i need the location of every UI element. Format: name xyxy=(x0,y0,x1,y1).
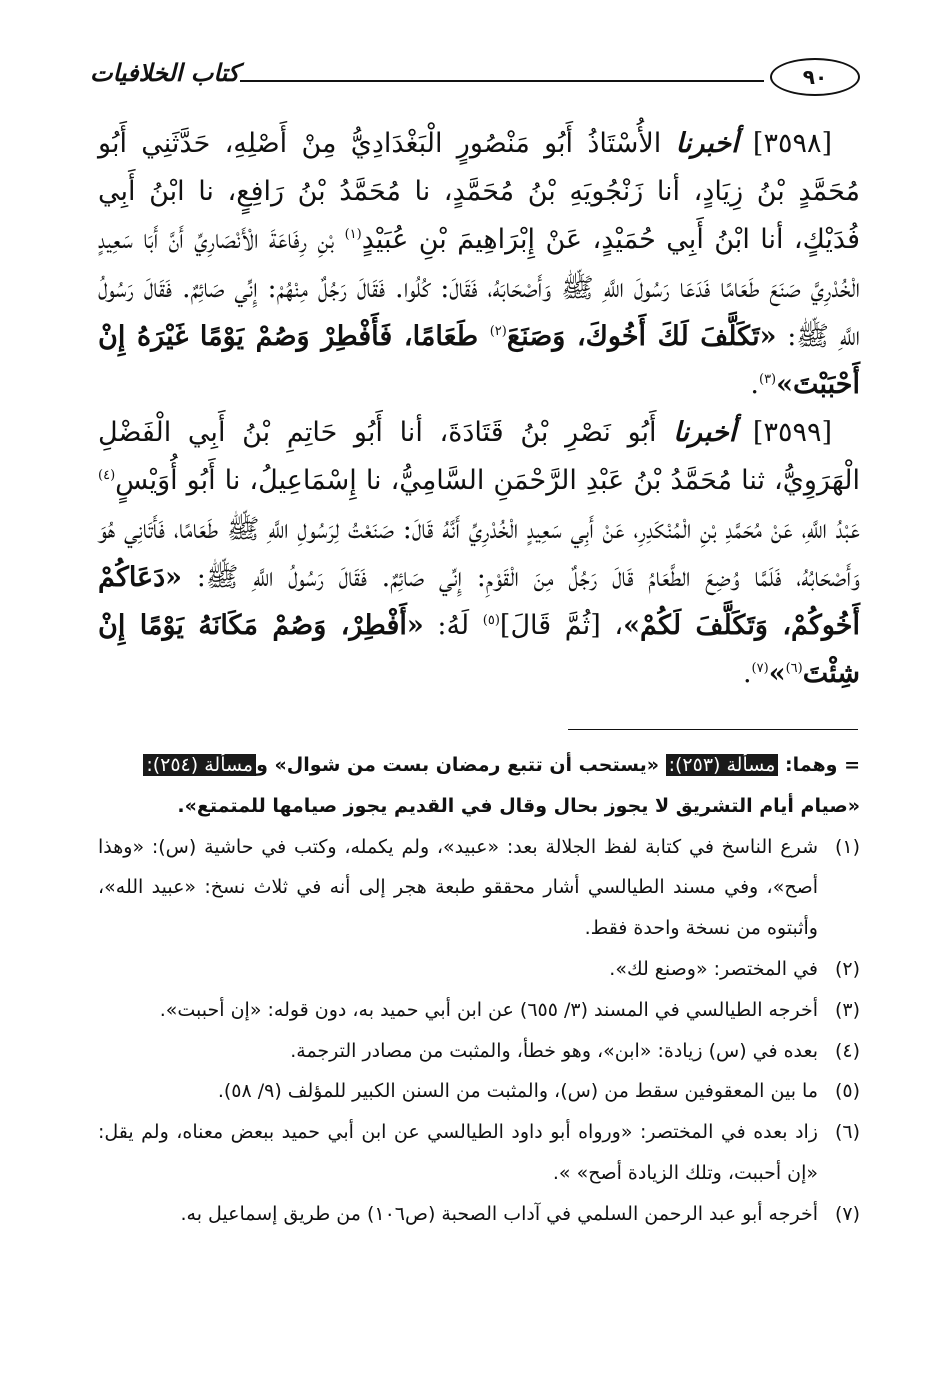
bracketed-text: ، [ثُمَّ قَالَ] xyxy=(499,610,624,642)
footnote-ref: (٦) xyxy=(785,661,803,677)
footnote-6 xyxy=(98,1112,860,1194)
footnote-ref: (١) xyxy=(344,227,362,243)
main-text xyxy=(98,120,860,698)
masala-title: «يستحب أن تتبع رمضان بست من شوال» xyxy=(267,754,666,776)
footnotes xyxy=(98,745,860,1235)
footnote-ref: (٤) xyxy=(98,468,116,484)
period: . xyxy=(742,658,752,690)
hadith-number: [٣٥٩٩] xyxy=(752,417,832,449)
hadith-paragraph-3598 xyxy=(98,120,860,409)
footnote-ref: (٥) xyxy=(482,613,500,629)
footnote-text: زاد بعده في المختصر: «ورواه أبو داود الطيالسي عن ابن أبي حميد ببعض معناه، ولم يقل: «إن أحببت، وتلك الزيادة أصح» ». xyxy=(98,1121,818,1184)
period: . xyxy=(750,369,759,401)
continuation-prefix: = وهما: xyxy=(778,754,860,776)
footnote-number: (١) xyxy=(834,835,860,858)
footnote-text: شرع الناسخ في كتابة لفظ الجلالة بعد: «عبيد»، ولم يكمله، وكتب في حاشية (س): «وهذا أصح»، وفي مسند الطيالسي أشار محققو طبعة هجر إلى أنه في ثلاث نسخ: «عبيد الله»، وأثبتوه من نسخة واحدة فقط. xyxy=(98,835,818,940)
footnote-number: (٥) xyxy=(834,1080,860,1103)
header-rule xyxy=(240,80,764,82)
prophetic-quote: «أَفْطِرْ، وَصُمْ مَكَانَهُ يَوْمًا إِنْ شِئْتَ xyxy=(98,610,860,690)
quote-close: » xyxy=(768,658,786,690)
prophetic-quote: طَعَامًا، فَأَفْطِرْ وَصُمْ يَوْمًا غَيْرَهُ إِنْ أَحْبَبْتَ» xyxy=(98,320,860,401)
hadith-number: [٣٥٩٨] xyxy=(752,128,832,159)
book-title: كتاب الخلافيات xyxy=(90,58,240,87)
footnote-1 xyxy=(98,827,860,949)
highlight-masala-253: مسألة (٢٥٣): xyxy=(666,754,779,776)
highlight-masala-254: مسألة (٢٥٤): xyxy=(143,754,256,776)
page-number: ٩٠ xyxy=(770,58,860,96)
isnad-text: أَبُو نَصْرِ بْنُ قَتَادَةَ، أنا أَبُو حَاتِمِ بْنُ أَبِي الْفَضْلِ الْهَرَوِيُّ، ثنا مُحَمَّدُ بْنُ عَبْدِ الرَّحْمَنِ السَّامِيُّ، نا إِسْمَاعِيلُ، نا أَبُو أُوَيْسٍ xyxy=(98,417,860,497)
lead-word: أخبرنا xyxy=(675,128,739,159)
footnote-separator xyxy=(568,729,858,730)
footnote-continuation xyxy=(98,745,860,827)
masala-title: «صيام أيام التشريق لا يجوز بحال وقال في القديم يجوز صيامها للمتمتع». xyxy=(177,794,860,817)
matn-text: لَهُ: xyxy=(423,610,483,642)
footnote-ref: (٢) xyxy=(489,323,507,339)
page-header xyxy=(90,52,860,112)
footnote-7 xyxy=(98,1194,860,1235)
footnote-3 xyxy=(98,990,860,1031)
matn-text: بْنِ رِفَاعَةَ الْأَنْصَارِيِّ أَنَّ أَبَا سَعِيدٍ الْخُدْرِيَّ صَنَعَ طَعَامًا فَدَعَا رَسُولَ اللَّهِ ﷺ وَأَصْحَابَهُ، فَقَالَ: كُلُوا. فَقَالَ رَجُلٌ مِنْهُمْ: إِنِّي صَائِمٌ. فَقَالَ رَسُولُ اللَّهِ ﷺ: xyxy=(98,224,860,352)
footnote-number: (٣) xyxy=(834,998,860,1021)
footnote-text: أخرجه أبو عبد الرحمن السلمي في آداب الصحبة (ص١٠٦) من طريق إسماعيل به. xyxy=(180,1202,818,1225)
conjunction: و xyxy=(256,754,268,776)
footnote-text: أخرجه الطيالسي في المسند (٣/ ٦٥٥) عن ابن أبي حميد به، دون قوله: «إن أحببت». xyxy=(159,998,818,1021)
footnote-ref: (٣) xyxy=(758,372,777,388)
footnote-ref: (٧) xyxy=(751,661,769,677)
footnote-5 xyxy=(98,1071,860,1112)
footnote-2 xyxy=(98,949,860,990)
footnote-number: (٤) xyxy=(834,1039,860,1062)
footnote-text: بعده في (س) زيادة: «ابن»، وهو خطأ، والمثبت من مصادر الترجمة. xyxy=(290,1039,818,1062)
footnote-number: (٧) xyxy=(834,1202,860,1225)
hadith-paragraph-3599 xyxy=(98,409,860,698)
isnad-text: الأُسْتَاذُ أَبُو مَنْصُورٍ الْبَغْدَادِيُّ مِنْ أَصْلِهِ، حَدَّثَنِي أَبُو مُحَمَّدٍ بْنُ زِيَادٍ، أنا زَنْجُويَهِ بْنُ مُحَمَّدٍ، نا مُحَمَّدُ بْنُ رَافِعٍ، نا ابْنُ أَبِي فُدَيْكٍ، أنا ابْنُ أَبِي حُمَيْدٍ، عَنْ إِبْرَاهِيمَ بْنِ عُبَيْدٍ xyxy=(98,128,860,256)
lead-word: أخبرنا xyxy=(673,417,737,449)
prophetic-quote: «تَكَلَّفَ لَكَ أَخُوكَ، وَصَنَعَ xyxy=(506,320,777,352)
footnote-text: في المختصر: «وصنع لك». xyxy=(609,957,818,980)
footnote-number: (٦) xyxy=(834,1121,860,1144)
prophetic-quote: «دَعَاكُمْ أَخُوكُمْ، وَتَكَلَّفَ لَكُمْ» xyxy=(98,561,860,642)
matn-text: عَبْدُ اللَّهِ، عَنْ مُحَمَّدِ بْنِ الْمُنْكَدِرِ، عَنْ أَبِي سَعِيدٍ الْخُدْرِيِّ أَنَّهُ قَالَ: صَنَعْتُ لِرَسُولِ اللَّهِ ﷺ طَعَامًا، فَأَتَانِي هُوَ وَأَصْحَابُهُ، فَلَمَّا وُضِعَ الطَّعَامُ قَالَ رَجُلٌ مِنَ الْقَوْمِ: إِنِّي صَائِمٌ. فَقَالَ رَسُولُ اللَّهِ ﷺ: xyxy=(98,513,860,593)
footnote-number: (٢) xyxy=(834,957,860,980)
footnote-text: ما بين المعقوفين سقط من (س)، والمثبت من السنن الكبير للمؤلف (٩/ ٥٨). xyxy=(217,1080,818,1103)
footnote-4 xyxy=(98,1031,860,1072)
